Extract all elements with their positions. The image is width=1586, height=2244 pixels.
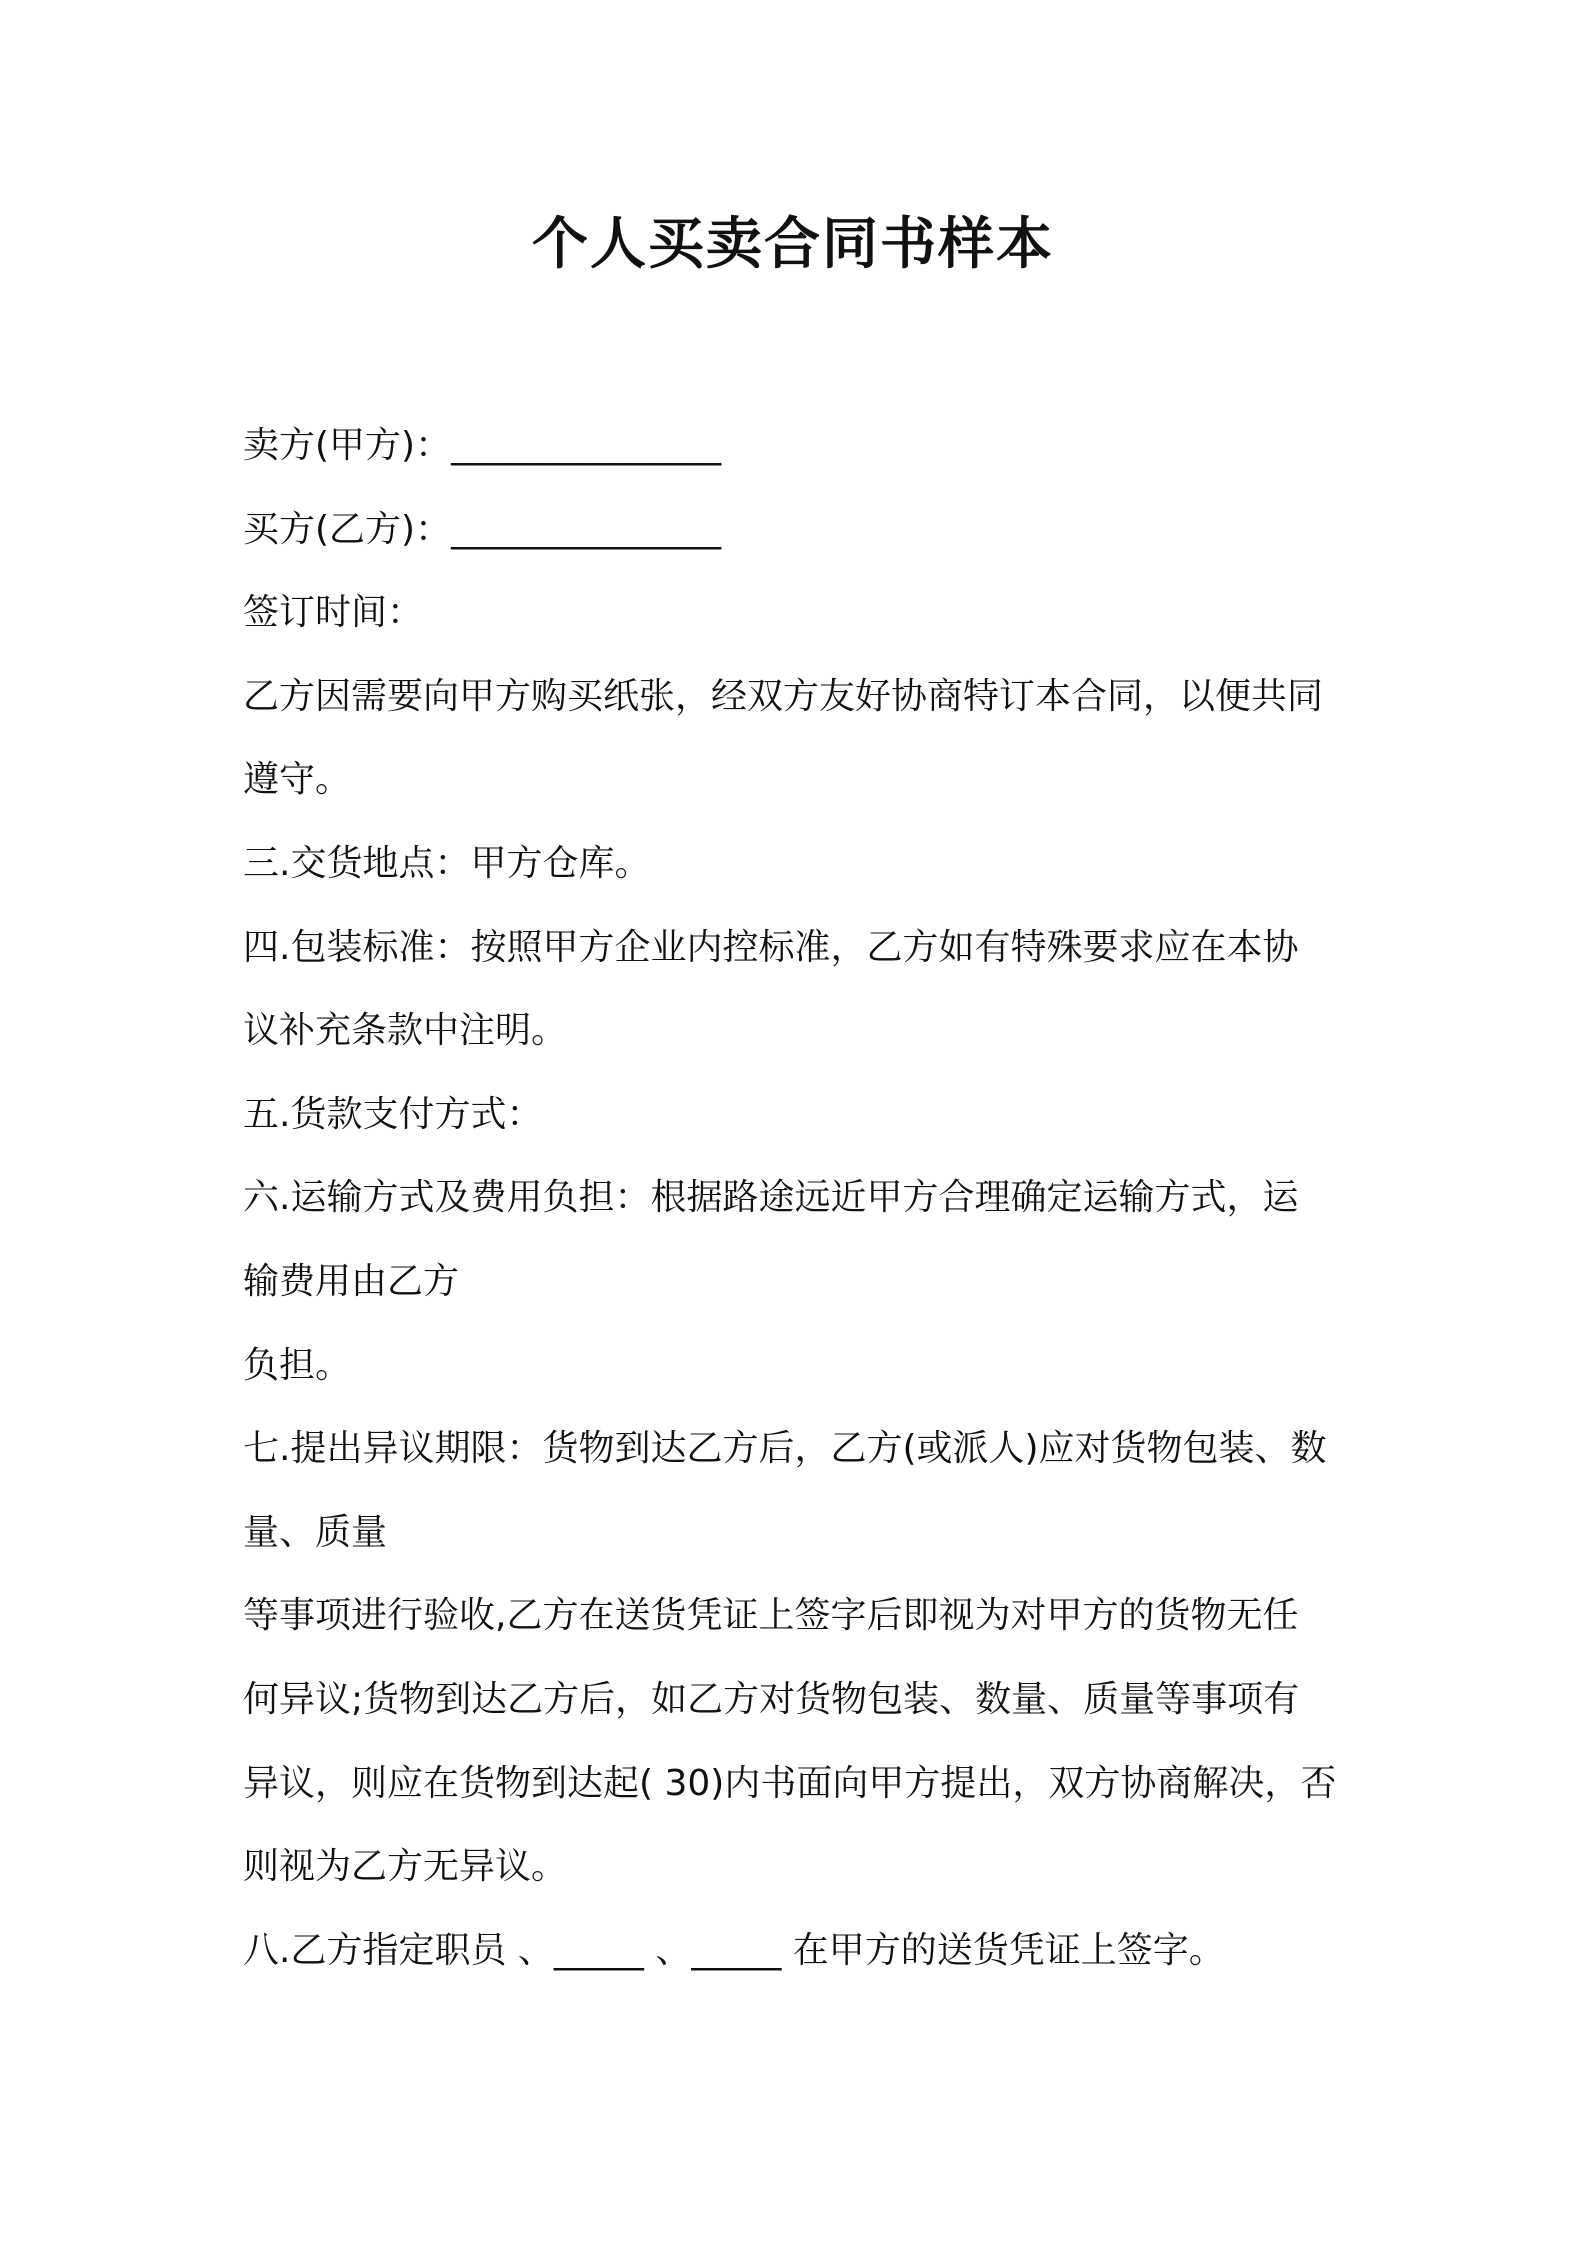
buyer-line: 买方(乙方)：_______________: [243, 508, 722, 550]
clause-7-line: 异议，则应在货物到达起( 30)内书面向甲方提出，双方协商解决，否: [243, 1762, 1337, 1804]
clause-6-line: 负担。: [243, 1344, 352, 1386]
document-body: [243, 404, 1353, 1992]
intro-line: 遵守。: [243, 759, 352, 801]
clause-4-line: 议补充条款中注明。: [243, 1010, 568, 1052]
clause-7-line: 则视为乙方无异议。: [243, 1846, 568, 1888]
clause-7-line: 等事项进行验收,乙方在送货凭证上签字后即视为对甲方的货物无任: [243, 1595, 1299, 1637]
clause-8-line: 八.乙方指定职员 、_____ 、_____ 在甲方的送货凭证上签字。: [243, 1929, 1225, 1971]
intro-line: 乙方因需要向甲方购买纸张，经双方友好协商特订本合同，以便共同: [243, 675, 1324, 717]
document-title: 个人买卖合同书样本: [532, 212, 1054, 277]
clause-5-line: 五.货款支付方式：: [243, 1093, 543, 1135]
clause-3-line: 三.交货地点：甲方仓库。: [243, 842, 651, 884]
clause-6-line: 输费用由乙方: [243, 1260, 460, 1302]
clause-7-line: 七.提出异议期限：货物到达乙方后，乙方(或派人)应对货物包装、数: [243, 1428, 1327, 1470]
clause-4-line: 四.包装标准：按照甲方企业内控标准，乙方如有特殊要求应在本协: [243, 926, 1299, 968]
signing-time-line: 签订时间：: [243, 592, 424, 634]
seller-line: 卖方(甲方)：_______________: [243, 425, 722, 466]
clause-7-line: 何异议;货物到达乙方后，如乙方对货物包装、数量、质量等事项有: [243, 1678, 1300, 1720]
clause-7-line: 量、质量: [243, 1511, 388, 1553]
clause-6-line: 六.运输方式及费用负担：根据路途远近甲方合理确定运输方式，运: [243, 1177, 1299, 1219]
